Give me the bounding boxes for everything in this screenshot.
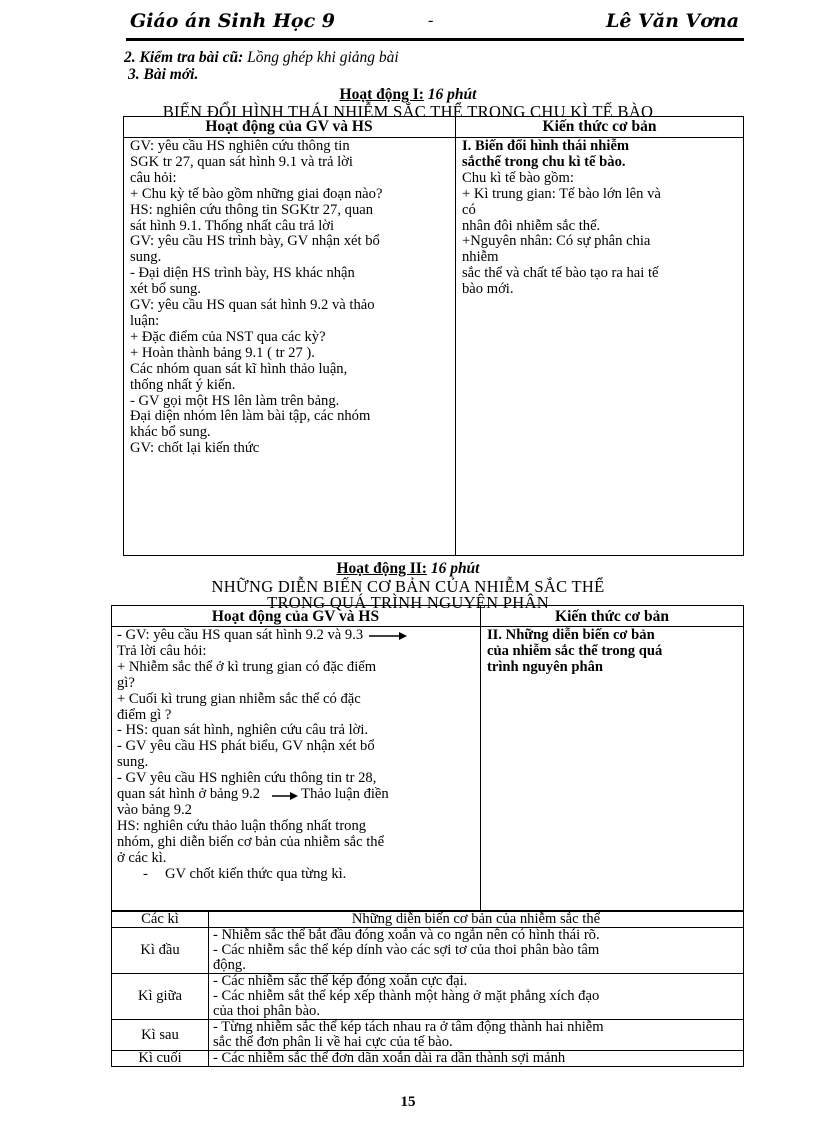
stage-event-line: - Các nhiễm sắt thể kép xếp thành một hàng ở mặt phẳng xích đạo xyxy=(213,988,600,1004)
activity1-right-content xyxy=(462,139,661,298)
text-line: - GV yêu cầu HS nghiên cứu thông tin tr 28, xyxy=(117,770,377,787)
table-row xyxy=(112,1020,744,1051)
table-row xyxy=(112,974,744,1020)
activity2-left-bullet: - GV chốt kiến thức qua từng kì. xyxy=(143,865,347,882)
activity2-bullet-text: GV chốt kiến thức qua từng kì. xyxy=(165,865,347,882)
header-author: Lê Văn Vơna xyxy=(606,10,740,32)
activity2-title-line1: NHỮNG DIỄN BIẾN CƠ BẢN CỦA NHIỄM SẮC THỂ xyxy=(211,577,605,596)
stage-events xyxy=(209,1051,744,1067)
text-line: - GV yêu cầu HS phát biểu, GV nhận xét bổ xyxy=(117,738,375,755)
activity2-left-content xyxy=(117,628,407,883)
text-line: +Nguyên nhân: Có sự phân chia xyxy=(462,233,651,250)
stage-event-line: của thoi phân bào. xyxy=(213,1003,320,1019)
activity2-heading-label: Hoạt động II: xyxy=(336,560,427,577)
arrow-right-icon xyxy=(367,631,407,641)
text-line: + Hoàn thành bảng 9.1 ( tr 27 ). xyxy=(130,344,315,361)
text-line: sắc thể và chất tế bào tạo ra hai tế xyxy=(462,265,659,282)
text-line: + Nhiễm sắc thể ở kì trung gian có đặc điểm xyxy=(117,658,377,675)
activity2-left-arrow-line xyxy=(117,787,407,803)
new-lesson-label: 3. Bài mới. xyxy=(128,66,199,83)
text-line: sắcthể trong chu kì tế bào. xyxy=(462,153,626,170)
activity1-left-content xyxy=(130,139,382,457)
text-line: GV: yêu cầu HS trình bày, GV nhận xét bổ xyxy=(130,233,380,250)
text-line: + Kì trung gian: Tế bào lớn lên và xyxy=(462,185,661,202)
text-line: HS: nghiên cứu thông tin SGKtr 27, quan xyxy=(130,201,374,218)
text-line: sung. xyxy=(130,249,162,266)
text-line: có xyxy=(462,201,476,218)
text-line: nhiễm xyxy=(462,249,499,266)
text-line: Các nhóm quan sát kĩ hình thảo luận, xyxy=(130,360,348,377)
text-line: Đại diện nhóm lên làm bài tập, các nhóm xyxy=(130,408,371,425)
text-line: + Đặc điểm của NST qua các kỳ? xyxy=(130,328,326,345)
text-line: sung. xyxy=(117,754,149,771)
text-line: Trả lời câu hỏi: xyxy=(117,642,207,659)
stages-header-events: Những diễn biến cơ bản của nhiễm sắc thể xyxy=(209,912,744,928)
activity2-col-right-header: Kiến thức cơ bản xyxy=(555,608,669,625)
text-line: điểm gì ? xyxy=(117,706,172,723)
header-separator: - xyxy=(428,12,434,29)
text-line: gì? xyxy=(117,674,135,691)
stage-event-line: - Các nhiễm sắc thể kép dính vào các sợi tơ của thoi phân bào tâm xyxy=(213,942,600,958)
activity2-heading xyxy=(0,560,816,577)
activity1-col-left-header: Hoạt động của GV và HS xyxy=(205,118,373,135)
check-text: Lồng ghép khi giảng bài xyxy=(243,49,399,66)
stage-event-line: động. xyxy=(213,957,246,973)
stage-event-line: - Nhiễm sắc thể bắt đầu đóng xoắn và co ngắn nên có hình thái rõ. xyxy=(213,927,600,943)
check-label: 2. Kiểm tra bài cũ: xyxy=(124,49,244,66)
text-line: - GV gọi một HS lên làm trên bảng. xyxy=(130,392,340,409)
text-line: - Đại diện HS trình bày, HS khác nhận xyxy=(130,265,355,282)
activity2-title-line2: TRONG QUÁ TRÌNH NGUYÊN PHÂN xyxy=(267,593,549,612)
text-line: Chu kì tế bào gồm: xyxy=(462,169,574,186)
header-rule xyxy=(126,38,744,41)
stage-events xyxy=(209,1020,744,1051)
stage-events xyxy=(209,974,744,1020)
text-line: khác bổ sung. xyxy=(130,424,211,441)
text-line: GV: yêu cầu HS quan sát hình 9.2 và thảo xyxy=(130,297,375,314)
text-line: bào mới. xyxy=(462,281,514,298)
text-line: GV: chốt lại kiến thức xyxy=(130,440,260,457)
stage-name: Kì đầu xyxy=(112,928,209,974)
text-line: nhân đôi nhiễm sắc thể. xyxy=(462,217,601,234)
stages-header-stage: Các kì xyxy=(112,912,209,928)
text-line: luận: xyxy=(130,312,160,329)
activity2-arrow-line-tail: Thảo luận điền xyxy=(301,786,389,803)
arrow-right-icon xyxy=(264,790,298,800)
stage-event-line: - Các nhiễm sắc thể đơn dãn xoắn dài ra dần thành sợi mảnh xyxy=(213,1050,566,1066)
stages-table xyxy=(111,911,744,1067)
text-line: - HS: quan sát hình, nghiên cứu câu trả lời. xyxy=(117,722,369,739)
text-line: + Chu kỳ tế bào gồm những giai đoạn nào? xyxy=(130,185,383,202)
activity2-left-first-line xyxy=(117,628,407,644)
text-line: thống nhất ý kiến. xyxy=(130,376,236,393)
text-line: vào bảng 9.2 xyxy=(117,801,192,818)
stage-events xyxy=(209,928,744,974)
header-left-title: Giáo án Sinh Học 9 xyxy=(130,10,335,32)
text-line: của nhiễm sắc thể trong quá xyxy=(487,642,663,659)
activity2-duration: 16 phút xyxy=(426,560,480,577)
stages-table-header xyxy=(112,912,744,928)
text-line: câu hỏi: xyxy=(130,169,177,186)
stage-name: Kì cuối xyxy=(112,1051,209,1067)
stage-name: Kì giữa xyxy=(112,974,209,1020)
stage-name: Kì sau xyxy=(112,1020,209,1051)
text-line: trình nguyên phân xyxy=(487,658,603,675)
text-line: xét bổ sung. xyxy=(130,281,201,298)
text-line: + Cuối kì trung gian nhiễm sắc thể có đặc xyxy=(117,690,361,707)
stage-event-line: - Từng nhiễm sắc thể kép tách nhau ra ở tâm động thành hai nhiễm xyxy=(213,1019,604,1035)
table-row xyxy=(112,1051,744,1067)
activity1-heading xyxy=(0,86,816,103)
page-number: 15 xyxy=(400,1094,416,1110)
text-line: HS: nghiên cứu thảo luận thống nhất trong xyxy=(117,817,367,834)
stage-event-line: - Các nhiễm sắc thể kép đóng xoắn cực đại. xyxy=(213,973,468,989)
stage-event-line: sắc thể đơn phân li về hai cực của tế bào. xyxy=(213,1034,453,1050)
activity2-left-first-text: - GV: yêu cầu HS quan sát hình 9.2 và 9.3 xyxy=(117,627,364,643)
activity2-table-divider xyxy=(480,605,481,911)
text-line: sát hình 9.1. Thống nhất câu trả lời xyxy=(130,217,335,234)
table-row xyxy=(112,928,744,974)
activity1-title: BIẾN ĐỔI HÌNH THÁI NHIỄM SẮC THỂ TRONG CHU KÌ TẾ BÀO xyxy=(162,102,654,121)
text-line: nhóm, ghi diễn biến cơ bản của nhiễm sắc thể xyxy=(117,833,385,850)
activity1-duration: 16 phút xyxy=(423,86,477,103)
text-line: ở các kì. xyxy=(117,849,167,866)
text-line: II. Những diễn biến cơ bản xyxy=(487,627,655,643)
text-line: I. Biến đổi hình thái nhiễm xyxy=(462,138,630,154)
activity1-table-divider xyxy=(455,116,456,556)
activity1-heading-label: Hoạt động I: xyxy=(339,86,424,103)
activity1-col-right-header: Kiến thức cơ bản xyxy=(542,118,657,135)
old-lesson-check xyxy=(124,49,399,66)
text-line: SGK tr 27, quan sát hình 9.1 và trả lời xyxy=(130,153,353,170)
activity2-col-left-header: Hoạt động của GV và HS xyxy=(211,608,380,625)
activity2-arrow-line-text: quan sát hình ở bảng 9.2 xyxy=(117,786,261,803)
text-line: GV: yêu cầu HS nghiên cứu thông tin xyxy=(130,138,350,154)
activity2-right-content xyxy=(487,628,662,676)
